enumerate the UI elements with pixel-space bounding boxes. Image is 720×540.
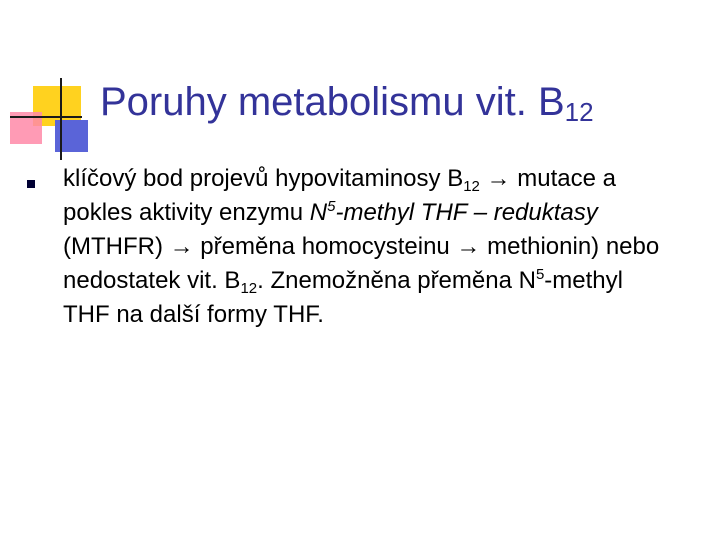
bullet-text-part: klíčový bod projevů hypovitaminosy B — [63, 165, 464, 192]
enzyme-name-part: -methyl THF – reduktasy — [335, 199, 598, 226]
enzyme-name — [310, 199, 598, 226]
bullet-text-part: . Znemožněna přeměna N — [257, 267, 536, 294]
logo-horizontal-line — [10, 116, 82, 118]
slide-title — [100, 80, 594, 127]
bullet-text-part: -methyl THF na další formy THF. — [63, 267, 623, 328]
bullet-text-part: → mutace a pokles aktivity enzymu — [63, 165, 616, 226]
bullet-text-part: (MTHFR) → přeměna homocysteinu → methionin) nebo nedostatek vit. B — [63, 233, 660, 294]
bullet-square-icon — [27, 180, 35, 188]
bullet-subscript: 12 — [463, 178, 480, 195]
slide-logo-decoration — [0, 0, 100, 170]
bullet-superscript: 5 — [535, 266, 545, 283]
enzyme-superscript: 5 — [327, 198, 336, 215]
logo-vertical-line — [60, 78, 62, 160]
slide-title-text: Poruhy metabolismu vit. B — [100, 80, 565, 124]
bullet-text — [63, 162, 673, 332]
enzyme-name-part: N — [309, 199, 328, 226]
slide-title-subscript: 12 — [564, 97, 594, 127]
bullet-subscript: 12 — [240, 280, 258, 297]
